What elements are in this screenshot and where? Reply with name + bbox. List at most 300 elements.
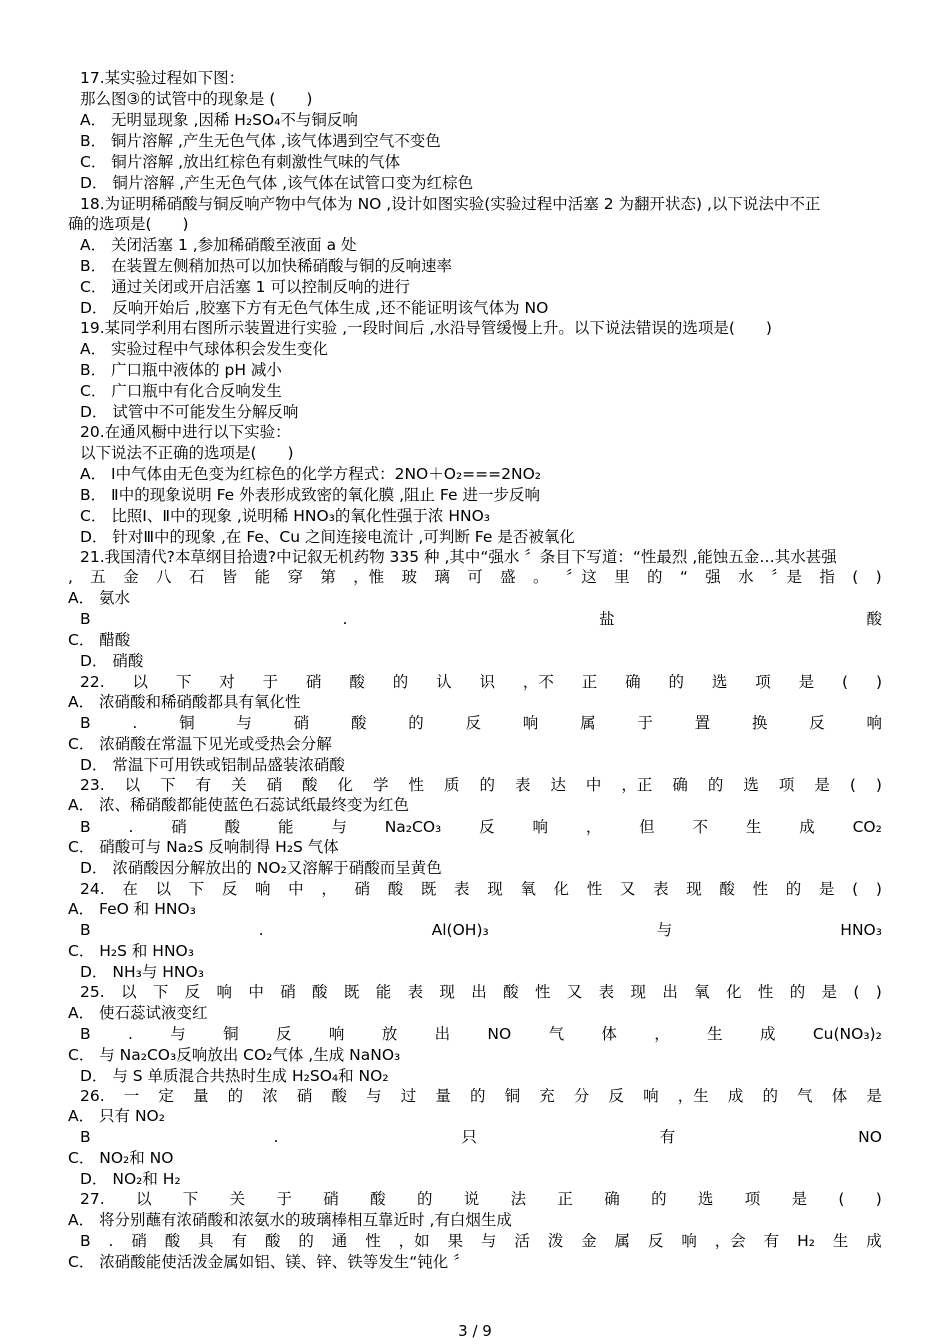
text-token: 响 [643,1087,659,1105]
text-token: 响 [866,714,882,732]
text-token: 选 [697,1190,714,1208]
text-token: 强 [705,568,721,586]
text-token: 下 [152,983,169,1001]
text-token: 识 [479,673,496,691]
text-token: ( [852,568,859,586]
text-token: Al(OH)₃ [431,921,489,939]
text-token: 酸 [312,983,328,1001]
q27-stem-line [68,1189,882,1209]
text-token: 与 [236,714,252,732]
text-token: 表 [407,983,424,1001]
q18-stem-line1: 18.为证明稀硝酸与铜反响产物中气体为 NO ,设计如图实验(实验过程中活塞 2 为翻开状态) ,以下说法中不正 [80,195,821,213]
q23-option-b [68,817,882,837]
text-token: 的 [470,1087,486,1105]
text-token: ，惟 [353,568,385,586]
text-token: 反 [221,880,238,898]
text-token: 下 [188,880,205,898]
q23-stem-line [68,775,882,795]
text-token: 响 [681,1232,697,1250]
text-token: 。 [532,568,549,586]
text-token: 确 [604,1190,620,1208]
text-token: 与 [170,1025,186,1043]
q24-option-b [68,920,882,940]
q21-option-c: C． 醋酸 [68,631,131,649]
text-token: 说 [463,1190,480,1208]
text-token: B [80,818,91,836]
q21-stem-line1: 21.我国清代?本草纲目拾遗?中记叙无机药物 335 种 ,其中“强水 〞条目下写道：“性最烈 ,能蚀五金…其水甚强 [80,548,837,566]
text-token: ， [321,880,337,898]
text-token: 的 [651,1190,667,1208]
text-token: ，如 [398,1232,430,1250]
text-token: 于 [276,1190,292,1208]
text-token: ) [875,1190,882,1208]
text-token: 反 [465,714,482,732]
text-token: 酸 [719,880,735,898]
text-token: 铜 [223,1025,239,1043]
text-token: 下 [160,776,176,794]
text-token: 是 [814,776,830,794]
q23-option-c: C． 硝酸可与 Na₂S 反响制得 H₂S 气体 [68,838,339,856]
text-token: 能 [254,568,271,586]
text-token: 的 [668,673,685,691]
text-token: 量 [193,1087,209,1105]
text-token: 以 [124,776,141,794]
text-token: 酸 [387,880,404,898]
q18-option-d: D． 反响开始后 ,胶塞下方有无色气体生成 ,还不能证明该气体为 NO [80,299,549,317]
text-token: . [132,714,138,732]
text-token: 但 [639,818,655,836]
text-token: 属 [614,1232,631,1250]
text-token: 出 [662,983,678,1001]
text-token: 的 [227,1087,244,1105]
text-token: 于 [637,714,653,732]
text-token: 金 [123,568,139,586]
text-token: ) [875,983,882,1001]
q21-stem-line2 [68,567,882,587]
text-token: 活 [514,1232,530,1250]
text-token: 有 [231,1232,248,1250]
q20-option-b: B． Ⅱ中的现象说明 Fe 外表形成致密的氧化膜 ,阻止 Fe 进一步反响 [80,486,540,504]
q27-option-b [68,1231,882,1251]
q19-option-c: C． 广口瓶中有化合反响发生 [80,382,282,400]
text-token: 性 [534,983,551,1001]
text-token: 26. [80,1087,105,1105]
text-token: 硝 [266,776,283,794]
text-token: 玻 [401,568,418,586]
text-token: 定 [158,1087,174,1105]
text-token: . [342,610,348,628]
q24-option-a: A． FeO 和 HNO₃ [68,900,196,918]
text-token: 的 [298,1232,314,1250]
text-token: B [80,714,91,732]
text-token: 项 [778,776,795,794]
text-token: ( [838,1190,845,1208]
text-token: 〞这 [565,568,597,586]
text-token: ) [875,568,882,586]
q25-option-d: D． 与 S 单质混合共热时生成 H₂SO₄和 NO₂ [80,1067,389,1085]
text-token: 性 [752,880,769,898]
q22-option-c: C． 浓硝酸在常温下见光或受热会分解 [68,735,332,753]
text-token: 是 [791,1190,808,1208]
text-token: 响 [255,880,271,898]
text-token: 以 [155,880,171,898]
q23-option-a: A． 浓、稀硝酸都能使蓝色石蕊试纸最终变为红色 [68,796,410,814]
text-token: . [128,818,134,836]
text-token: 一 [123,1087,140,1105]
text-token: 气 [797,1087,813,1105]
text-token: 酸 [264,1232,281,1250]
text-token: 中 [288,880,304,898]
text-token: 项 [755,673,771,691]
text-token: 酸 [331,1087,348,1105]
text-token: ， [585,818,602,836]
text-token: 22. [80,673,105,691]
text-token: 氧 [694,983,710,1001]
text-token: 认 [436,673,452,691]
text-token: 质 [443,776,460,794]
text-token: 生 [832,1232,849,1250]
text-token: 是 [818,880,835,898]
q21-option-b [68,609,882,629]
q18-option-c: C． 通过关闭或开启活塞 1 可以控制反响的进行 [80,278,410,296]
text-token: ， [654,1025,670,1043]
q22-stem-line [68,672,882,692]
text-token: 能 [277,818,294,836]
text-token: 体 [601,1025,617,1043]
text-token: 的 [785,880,802,898]
text-token: 铜 [504,1087,521,1105]
text-token: 确 [672,776,688,794]
text-token: 有 [195,776,212,794]
text-token: 以 [135,1190,152,1208]
text-token: 是 [866,1087,882,1105]
text-token: 与 [480,1232,497,1250]
text-token: ( [842,673,849,691]
text-token: 响 [532,818,548,836]
text-token: 属 [580,714,596,732]
text-token: . [108,1232,114,1250]
text-token: 正 [581,673,598,691]
text-token: 关 [229,1190,246,1208]
text-token: 既 [420,880,437,898]
text-token: 中 [248,983,264,1001]
q17-option-a: A． 无明显现象 ,因稀 H₂SO₄不与铜反响 [80,111,358,129]
text-token: 酸 [164,1232,181,1250]
text-token: 指 [819,568,835,586]
text-token: ，不 [522,673,554,691]
text-token: 在 [122,880,138,898]
text-token: 金 [581,1232,597,1250]
text-token: 选 [711,673,728,691]
text-token: 现 [630,983,646,1001]
text-token: 反 [809,714,825,732]
text-token: B [80,1128,91,1146]
text-token: 不 [692,818,709,836]
text-token: 盐 [599,610,615,628]
text-token: 响 [328,1025,345,1043]
text-token: 果 [447,1232,464,1250]
text-token: 的 [392,673,409,691]
text-token: 浓 [262,1087,278,1105]
text-token: 盛 [500,568,516,586]
text-token: 化 [726,983,742,1001]
text-token: 酸 [866,610,882,628]
q18-option-b: B． 在装置左侧稍加热可以加快稀硝酸与铜的反响速率 [80,257,453,275]
text-token: 下 [175,673,192,691]
text-token: 与 [331,818,347,836]
q17-stem-line: 17.某实验过程如下图： [80,69,245,87]
text-token: 反 [184,983,201,1001]
text-token: 表 [514,776,531,794]
text-token: 有 [763,1232,780,1250]
text-token: 性 [757,983,774,1001]
text-token: 以 [120,983,137,1001]
text-token: B [80,1025,91,1043]
text-token: 下 [182,1190,199,1208]
text-token: 反 [275,1025,292,1043]
text-token: 硝 [323,1190,339,1208]
text-token: 璃 [434,568,450,586]
q22-option-d: D． 常温下可用铁或铝制品盛装浓硝酸 [80,756,345,774]
text-token: 27. [80,1190,105,1208]
text-token: ( [849,776,856,794]
text-token: ，生 [677,1087,709,1105]
text-token: Cu(NO₃)₂ [812,1025,882,1043]
q18-option-a: A． 关闭活塞 1 ,参加稀硝酸至液面 a 处 [80,236,357,254]
text-token: 23. [80,776,105,794]
text-token: 对 [219,673,235,691]
text-token: ( [852,880,859,898]
text-token: 反 [479,818,495,836]
text-token: 只 [461,1128,477,1146]
q20-option-d: D． 针对Ⅲ中的现象 ,在 Fe、Cu 之间连接电流计 ,可判断 Fe 是否被氧化 [80,528,575,546]
text-token: 响 [216,983,233,1001]
text-token: 换 [751,714,768,732]
text-token: . [258,921,264,939]
text-token: 气 [548,1025,565,1043]
text-token: HNO₃ [840,921,882,939]
text-token: 又 [566,983,583,1001]
text-token: 选 [743,776,759,794]
text-token: 化 [553,880,570,898]
text-token: 成 [866,1232,882,1250]
text-token: 八 [156,568,172,586]
text-token: 是 [798,673,815,691]
text-token: 硝 [354,880,371,898]
text-token: 现 [487,880,503,898]
text-token: 性 [365,1232,381,1250]
text-token: 量 [435,1087,451,1105]
text-token: 皆 [221,568,238,586]
text-token: B [80,921,91,939]
text-token: ，会 [714,1232,746,1250]
text-token: 现 [439,983,455,1001]
text-token: 氧 [520,880,536,898]
text-token: 的 [408,714,424,732]
text-token: 的 [647,568,663,586]
text-token: 里 [614,568,630,586]
q25-option-a: A． 使石蕊试液变红 [68,1004,208,1022]
text-token: 硝 [131,1232,147,1250]
text-token: 硝 [293,714,310,732]
q23-option-d: D． 浓硝酸因分解放出的 NO₂又溶解于硝酸而呈黄色 [80,859,442,877]
text-token: 现 [686,880,702,898]
text-token: 学 [373,776,389,794]
text-token: 有 [659,1128,676,1146]
text-token: 硝 [280,983,296,1001]
text-token: 置 [694,714,711,732]
text-token: B [80,1232,91,1250]
text-token: Na₂CO₃ [384,818,442,836]
text-token: 出 [434,1025,451,1043]
text-token: CO₂ [852,818,882,836]
q20-sub: 以下说法不正确的选项是( ) [80,444,294,462]
text-token: 项 [744,1190,761,1208]
q19-option-a: A． 实验过程中气球体积会发生变化 [80,340,329,358]
text-token: 化 [337,776,354,794]
page-number: 3 / 9 [458,1322,492,1340]
text-token: 具 [198,1232,214,1250]
text-token: 25. [80,983,105,1001]
text-token: 酸 [349,673,365,691]
text-token: , [68,568,73,586]
text-token: 性 [408,776,425,794]
text-token: 成 [799,818,815,836]
text-token: 成 [760,1025,776,1043]
text-token: NO [487,1025,512,1043]
text-token: 水 [738,568,754,586]
text-token: 过 [400,1087,417,1105]
q24-stem-line [68,879,882,899]
text-token: 是 [821,983,838,1001]
text-token: 成 [727,1087,744,1105]
text-token: 性 [586,880,603,898]
q26-option-b [68,1127,882,1147]
text-token: 反 [647,1232,664,1250]
text-token: 与 [366,1087,382,1105]
q25-option-b [68,1024,882,1044]
text-token: 表 [653,880,669,898]
q17-option-c: C． 铜片溶解 ,放出红棕色有刺激性气味的气体 [80,153,401,171]
q26-option-d: D． NO₂和 H₂ [80,1170,181,1188]
text-token: ) [875,880,882,898]
text-token: 响 [522,714,539,732]
text-token: 的 [479,776,495,794]
text-token: ) [875,673,882,691]
q24-option-c: C． H₂S 和 HNO₃ [68,942,194,960]
q19-stem-line: 19.某同学利用右图所示装置进行实验 ,一段时间后 ,水沿导管缓慢上升。以下说法错误的选项是( ) [80,319,772,337]
text-token: 硝 [296,1087,313,1105]
text-token: ( [853,983,860,1001]
text-token: 与 [656,921,673,939]
q26-stem-line [68,1086,882,1106]
q25-option-c: C． 与 Na₂CO₃反响放出 CO₂气体 ,生成 NaNO₃ [68,1046,401,1064]
text-token: 第 [320,568,336,586]
text-token: 关 [231,776,247,794]
text-token: 表 [454,880,470,898]
text-token: 酸 [350,714,367,732]
text-token: 五 [90,568,106,586]
q26-option-a: A． 只有 NO₂ [68,1107,165,1125]
q21-option-d: D． 硝酸 [80,652,144,670]
text-token: 〞是 [770,568,802,586]
text-token: 以 [132,673,149,691]
text-token: 生 [745,818,762,836]
q19-option-d: D． 试管中不可能发生分解反响 [80,403,299,421]
text-token: H₂ [797,1232,815,1250]
text-token: ) [875,776,882,794]
text-token: 分 [573,1087,590,1105]
text-token: 泼 [547,1232,564,1250]
text-token: 确 [625,673,641,691]
q19-option-b: B． 广口瓶中液体的 pH 减小 [80,361,282,379]
text-token: 24. [80,880,105,898]
text-token: 法 [510,1190,527,1208]
q24-option-d: D． NH₃与 HNO₃ [80,963,204,981]
text-token: 的 [762,1087,779,1105]
text-token: 硝 [171,818,187,836]
q18-stem-line2: 确的选项是( ) [68,215,189,233]
text-token: ，正 [621,776,653,794]
text-token: B [80,610,91,628]
text-token: 又 [619,880,636,898]
text-token: 酸 [370,1190,386,1208]
q25-stem-line [68,982,882,1002]
text-token: 酸 [224,818,241,836]
text-token: 的 [789,983,806,1001]
text-token: 铜 [179,714,195,732]
q17-option-d: D． 铜片溶解 ,产生无色气体 ,该气体在试管口变为红棕色 [80,174,474,192]
text-token: 充 [539,1087,555,1105]
text-token: 正 [557,1190,573,1208]
q20-stem-line: 20.在通风橱中进行以下实验： [80,423,291,441]
text-token: 既 [343,983,360,1001]
q27-option-a: A． 将分别蘸有浓硝酸和浓氨水的玻璃棒相互靠近时 ,有白烟生成 [68,1211,512,1229]
text-token: 穿 [287,568,303,586]
text-token: 生 [707,1025,723,1043]
text-token: 放 [381,1025,398,1043]
text-token: . [127,1025,133,1043]
text-token: 体 [831,1087,848,1105]
text-token: 表 [598,983,615,1001]
text-token: 酸 [302,776,318,794]
text-token: 可 [467,568,483,586]
q20-option-c: C． 比照Ⅰ、Ⅱ中的现象 ,说明稀 HNO₃的氧化性强于浓 HNO₃ [80,507,490,525]
q27-option-c: C． 浓硝酸能使活泼金属如铝、镁、锌、铁等发生“钝化 〞 [68,1253,469,1271]
text-token: 中 [585,776,602,794]
q17-option-b: B． 铜片溶解 ,产生无色气体 ,该气体遇到空气不变色 [80,132,441,150]
text-token: 于 [262,673,279,691]
q26-option-c: C． NO₂和 NO [68,1149,174,1167]
q20-option-a: A． Ⅰ中气体由无色变为红棕色的化学方程式：2NO＋O₂===2NO₂ [80,465,542,483]
q22-option-a: A． 浓硝酸和稀硝酸都具有氧化性 [68,693,301,711]
q21-option-a: A． 氨水 [68,589,131,607]
text-token: 酸 [503,983,519,1001]
text-token: 反 [608,1087,625,1105]
text-token: 达 [550,776,566,794]
text-token: 通 [331,1232,348,1250]
q22-option-b [68,713,882,733]
text-token: 的 [416,1190,433,1208]
q17-sub: 那么图③的试管中的现象是 ( ) [80,90,313,108]
text-token: NO [858,1128,882,1146]
text-token: “ [679,568,688,586]
text-token: 能 [375,983,392,1001]
text-token: 的 [707,776,724,794]
text-token: 出 [471,983,487,1001]
text-token: . [273,1128,279,1146]
text-token: 硝 [306,673,322,691]
